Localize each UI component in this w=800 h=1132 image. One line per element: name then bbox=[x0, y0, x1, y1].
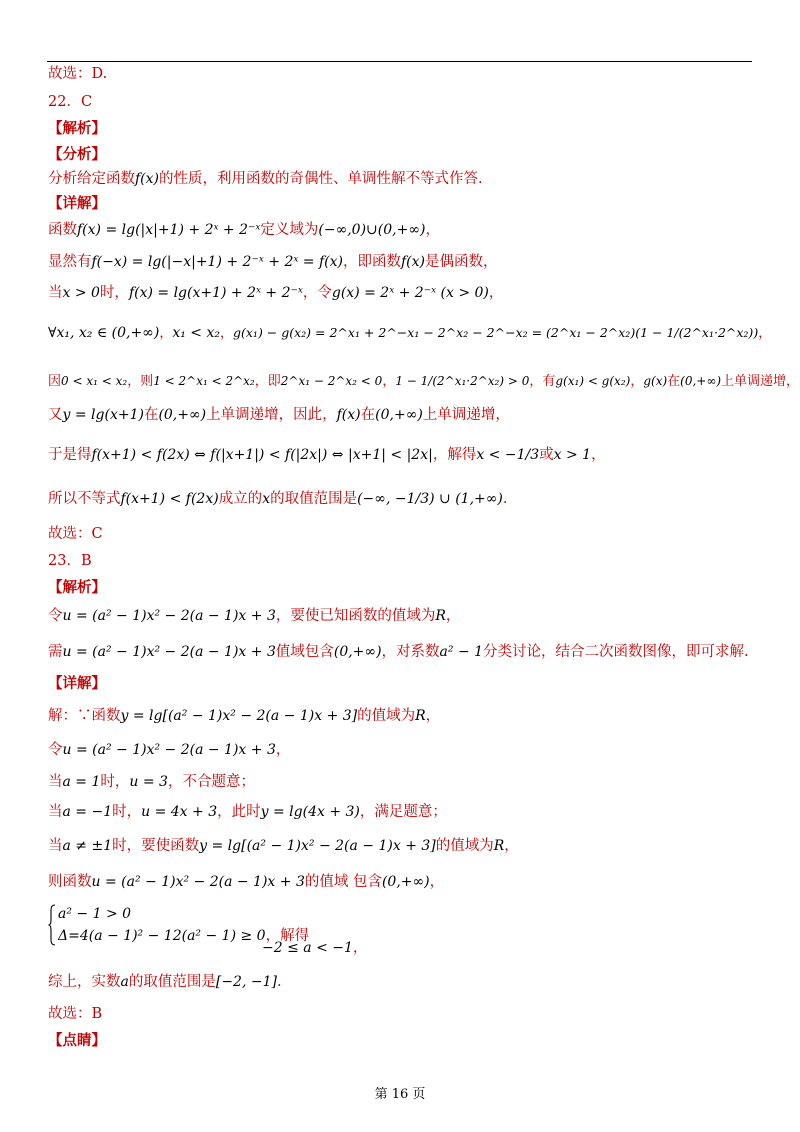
text-segment: 时， bbox=[112, 804, 142, 820]
inequality-row-1 bbox=[58, 904, 131, 924]
text-segment: 的取值范围是 bbox=[270, 491, 358, 507]
text-segment: 的值域 包含 bbox=[304, 874, 382, 890]
solution-line bbox=[48, 802, 447, 822]
problem-number-22 bbox=[48, 92, 92, 112]
text-segment: . bbox=[276, 974, 282, 990]
math-expr: g(x₁) − g(x₂) = 2^x₁ + 2^−x₁ − 2^x₂ − 2^−x₂ = (2^x₁ − 2^x₂)(1 − 1/(2^x₁·2^x₂)) bbox=[233, 325, 759, 340]
text-segment: 则函数 bbox=[48, 874, 92, 890]
text-segment: ，即函数 bbox=[342, 254, 401, 270]
math-expr: f(x) = lg(|x|+1) + 2ˣ + 2⁻ˣ bbox=[77, 222, 261, 238]
solution-line bbox=[48, 489, 508, 509]
section-heading-detail bbox=[48, 674, 106, 694]
solution-line bbox=[48, 740, 290, 760]
section-heading-analysis bbox=[48, 578, 106, 598]
section-heading-remark bbox=[48, 1031, 106, 1051]
text-segment: 在 bbox=[360, 407, 376, 423]
text-segment: 的值域为 bbox=[357, 708, 416, 724]
solution-line bbox=[48, 872, 444, 892]
problem-number-23 bbox=[48, 551, 92, 571]
math-expr: g(x) bbox=[643, 374, 668, 388]
text-segment: 分类讨论，结合二次函数图像，即可求解. bbox=[483, 644, 749, 660]
answer-line-prev bbox=[48, 64, 107, 84]
problem-label: 22．C bbox=[48, 94, 93, 110]
answer-line-23 bbox=[48, 1004, 102, 1024]
math-expr: [−2, −1] bbox=[215, 974, 277, 990]
math-expr: x₁ < x₂ bbox=[172, 325, 220, 341]
text-segment: . bbox=[502, 491, 508, 507]
answer-text: 故选：D. bbox=[48, 66, 108, 82]
math-expr: R bbox=[493, 838, 505, 854]
section-heading-analysis bbox=[48, 119, 106, 139]
solution-line bbox=[48, 220, 440, 240]
text-segment: ，不合题意； bbox=[167, 774, 255, 790]
answer-line-22 bbox=[48, 524, 103, 544]
section-heading-detail bbox=[48, 194, 106, 214]
text-segment: ， bbox=[488, 285, 504, 301]
text-segment: 的值域为 bbox=[435, 838, 494, 854]
text-segment: 又 bbox=[48, 407, 63, 423]
math-expr: R bbox=[435, 608, 446, 624]
text-segment: ， bbox=[219, 326, 233, 341]
math-expr: 0 < x₁ < x₂ bbox=[61, 374, 128, 388]
text-segment: ， bbox=[429, 874, 445, 890]
math-expr: u = (a² − 1)x² − 2(a − 1)x + 3 bbox=[62, 644, 276, 660]
solution-line bbox=[48, 836, 519, 856]
text-segment: ，则 bbox=[127, 374, 154, 389]
math-expr: a ≠ ±1 bbox=[62, 838, 113, 854]
text-segment: ，即 bbox=[254, 374, 281, 389]
text-segment: 当 bbox=[48, 774, 63, 790]
outline-text bbox=[48, 169, 483, 189]
math-expr: (0,+∞) bbox=[158, 407, 207, 423]
text-segment: 当 bbox=[48, 838, 63, 854]
text-segment: ，有 bbox=[529, 374, 556, 389]
text-segment: 当 bbox=[48, 285, 63, 301]
text-segment: ， bbox=[445, 608, 461, 624]
text-segment: ，满足题意； bbox=[359, 804, 447, 820]
brace-icon bbox=[48, 904, 56, 946]
text-segment: 分析给定函数 bbox=[48, 171, 135, 187]
text-segment: 显然有 bbox=[48, 254, 92, 270]
math-expr: x > 1 bbox=[553, 447, 592, 463]
analysis-line bbox=[48, 606, 460, 626]
text-segment: 令 bbox=[48, 742, 63, 758]
heading-text: 【解析】 bbox=[48, 120, 106, 137]
math-expr: u = (a² − 1)x² − 2(a − 1)x + 3 bbox=[91, 874, 305, 890]
text-segment: ， bbox=[504, 838, 519, 854]
text-segment: 当 bbox=[48, 804, 63, 820]
math-expr: Δ=4(a − 1)² − 12(a² − 1) ≥ 0 bbox=[58, 928, 266, 944]
math-expr: y = lg[(a² − 1)x² − 2(a − 1)x + 3] bbox=[120, 708, 358, 724]
math-expr: a² − 1 > 0 bbox=[58, 906, 132, 922]
analysis-line bbox=[48, 642, 749, 662]
text-segment: ，此时 bbox=[217, 804, 261, 820]
math-expr: x bbox=[262, 491, 271, 507]
math-expr: u = 4x + 3 bbox=[141, 804, 218, 820]
text-segment: ，令 bbox=[302, 285, 332, 301]
text-segment: ，解得 bbox=[432, 447, 477, 463]
text-segment: ，要使已知函数的值域为 bbox=[275, 608, 436, 624]
text-segment: ， bbox=[758, 326, 772, 341]
math-expr: 1 − 1/(2^x₁·2^x₂) > 0 bbox=[395, 374, 530, 388]
math-expr: (0,+∞) bbox=[381, 874, 430, 890]
math-expr: R bbox=[415, 708, 426, 724]
math-expr: f(x) bbox=[135, 171, 160, 187]
math-expr: y = lg(x+1) bbox=[62, 407, 144, 423]
math-expr: (0,+∞) bbox=[680, 374, 722, 388]
math-expr: u = (a² − 1)x² − 2(a − 1)x + 3 bbox=[62, 742, 276, 758]
math-expr: (0,+∞) bbox=[333, 644, 382, 660]
math-expr: y = lg[(a² − 1)x² − 2(a − 1)x + 3] bbox=[199, 838, 436, 854]
heading-text: 【分析】 bbox=[48, 146, 106, 163]
math-expr: f(x) bbox=[400, 254, 425, 270]
header-rule bbox=[47, 61, 752, 62]
text-segment: ， bbox=[425, 222, 440, 238]
math-expr: y = lg(4x + 3) bbox=[260, 804, 360, 820]
conclusion-line bbox=[48, 972, 282, 992]
math-expr: u = 3 bbox=[129, 774, 168, 790]
text-segment: 时， bbox=[99, 285, 129, 301]
text-segment: 值域包含 bbox=[275, 644, 334, 660]
text-segment: 令 bbox=[48, 608, 63, 624]
text-segment: 的取值范围是 bbox=[128, 974, 216, 990]
text-segment: 或 bbox=[539, 447, 554, 463]
heading-text: 【详解】 bbox=[48, 195, 106, 212]
text-segment: ， bbox=[159, 326, 173, 341]
text-segment: 上单调递增， bbox=[422, 407, 510, 423]
math-expr: a = 1 bbox=[62, 774, 101, 790]
text-segment: 上单调递增， bbox=[721, 374, 800, 389]
page-number: 第 16 页 bbox=[374, 1087, 426, 1102]
solution-line bbox=[48, 445, 606, 465]
text-segment: 是偶函数， bbox=[424, 254, 498, 270]
math-expr: a² − 1 bbox=[439, 644, 484, 660]
text-segment: 的性质，利用函数的奇偶性、单调性解不等式作答. bbox=[159, 171, 483, 187]
math-expr: f(x+1) < f(2x) bbox=[120, 491, 219, 507]
text-segment: ， bbox=[352, 940, 368, 956]
math-expr: f(x) = lg(x+1) + 2ˣ + 2⁻ˣ bbox=[128, 285, 303, 301]
text-segment: 综上，实数 bbox=[48, 974, 121, 990]
text-segment: 在 bbox=[667, 374, 681, 389]
solution-line bbox=[48, 706, 440, 726]
heading-text: 【点睛】 bbox=[48, 1032, 106, 1049]
solution-line bbox=[48, 405, 510, 425]
math-expr: g(x₁) < g(x₂) bbox=[555, 374, 631, 388]
text-segment: 所以不等式 bbox=[48, 491, 121, 507]
text-segment: 成立的 bbox=[218, 491, 263, 507]
math-expr: g(x) = 2ˣ + 2⁻ˣ (x > 0) bbox=[331, 285, 489, 301]
math-expr: a bbox=[120, 974, 129, 990]
text-segment: 时， bbox=[100, 774, 130, 790]
inequality-result bbox=[262, 938, 367, 958]
math-expr: f(x) bbox=[336, 407, 361, 423]
math-expr: (0,+∞) bbox=[375, 407, 423, 423]
text-segment: ， bbox=[630, 374, 644, 389]
text-segment: ， bbox=[591, 447, 606, 463]
math-expr: x < −1/3 bbox=[476, 447, 540, 463]
answer-text: 故选：B bbox=[48, 1006, 103, 1022]
text-segment: ， bbox=[275, 742, 291, 758]
heading-text: 【详解】 bbox=[48, 675, 106, 692]
math-expr: (−∞, −1/3) ∪ (1,+∞) bbox=[357, 491, 503, 507]
section-heading-outline bbox=[48, 145, 106, 165]
problem-label: 23．B bbox=[48, 553, 92, 569]
text-segment: ，对系数 bbox=[381, 644, 440, 660]
answer-text: 故选：C bbox=[48, 526, 103, 542]
math-expr: 2^x₁ − 2^x₂ < 0 bbox=[280, 374, 383, 388]
text-segment: ， bbox=[382, 374, 396, 389]
math-expr: (−∞,0)∪(0,+∞) bbox=[318, 222, 426, 238]
solution-line bbox=[48, 283, 503, 303]
text-segment: 解：∵函数 bbox=[48, 708, 121, 724]
math-expr: f(x+1) < f(2x) ⇔ f(|x+1|) < f(|2x|) ⇔ |x+1| < |2x| bbox=[91, 447, 433, 463]
math-expr: u = (a² − 1)x² − 2(a − 1)x + 3 bbox=[62, 608, 276, 624]
math-expr: a = −1 bbox=[62, 804, 113, 820]
math-expr: −2 ≤ a < −1 bbox=[262, 940, 353, 956]
math-expr: ∀x₁, x₂ ∈ (0,+∞) bbox=[48, 325, 160, 341]
text-segment: 时，要使函数 bbox=[112, 838, 200, 854]
heading-text: 【解析】 bbox=[48, 579, 106, 596]
text-segment: 需 bbox=[48, 644, 63, 660]
text-segment: ， bbox=[425, 708, 441, 724]
text-segment: ，解得 bbox=[265, 928, 310, 944]
text-segment: 定义域为 bbox=[260, 222, 319, 238]
text-segment: 于是得 bbox=[48, 447, 92, 463]
math-expr: x > 0 bbox=[62, 285, 100, 301]
solution-line bbox=[48, 371, 799, 392]
solution-line bbox=[48, 772, 255, 792]
solution-line bbox=[48, 252, 497, 272]
solution-line bbox=[48, 323, 771, 344]
math-expr: 1 < 2^x₁ < 2^x₂ bbox=[153, 374, 255, 388]
text-segment: 函数 bbox=[48, 222, 77, 238]
text-segment: 上单调递增，因此， bbox=[206, 407, 337, 423]
text-segment: 在 bbox=[143, 407, 159, 423]
math-expr: f(−x) = lg(|−x|+1) + 2⁻ˣ + 2ˣ = f(x) bbox=[91, 254, 343, 270]
text-segment: 因 bbox=[48, 374, 62, 389]
